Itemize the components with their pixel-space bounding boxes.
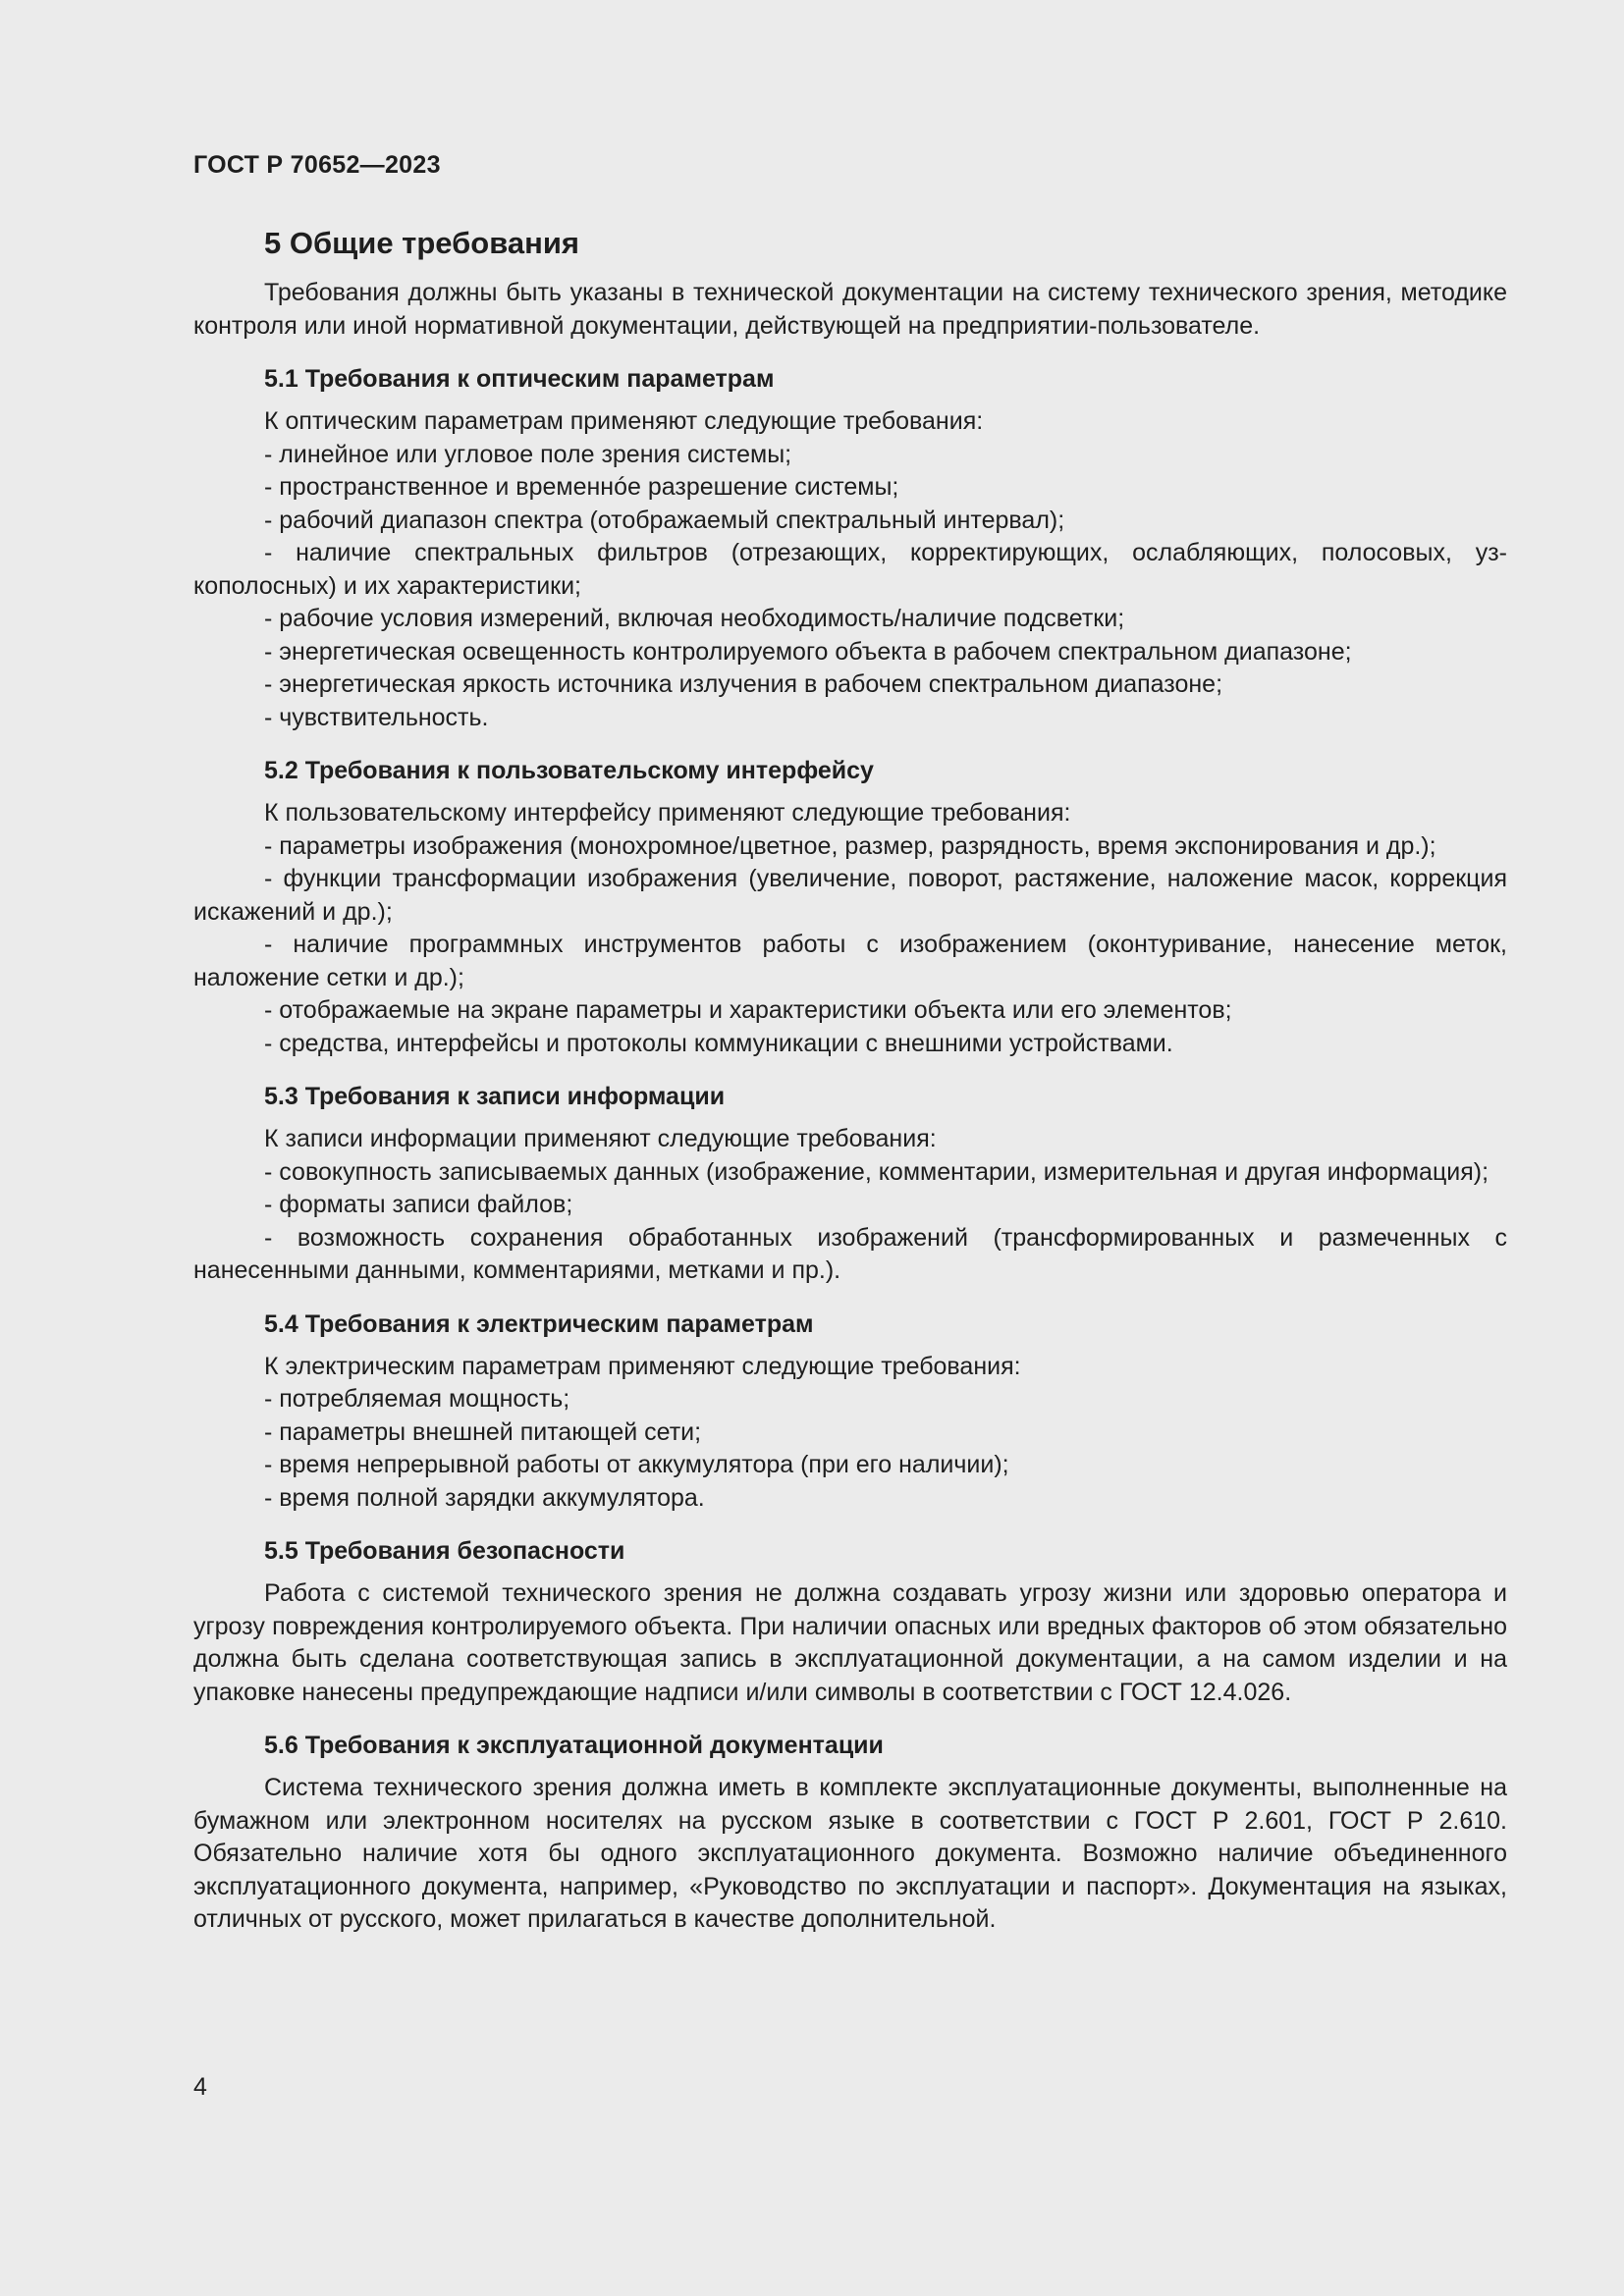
subsection-5-1-title: 5.1 Требования к оптическим параметрам: [264, 365, 775, 393]
list-line: - форматы записи файлов;: [264, 1191, 573, 1218]
list-line: - рабочий диапазон спектра (отображаемый спектральный интервал);: [264, 506, 1065, 534]
subsection-5-1-body: [193, 405, 1507, 734]
subsection-5-5-title: 5.5 Требования безопасности: [264, 1537, 625, 1565]
list-line: - потребляемая мощность;: [264, 1385, 570, 1413]
list-line: - энергетическая яркость источника излучения в рабочем спектральном диапазоне;: [264, 670, 1223, 698]
list-line: К пользовательскому интерфейсу применяют следующие требования:: [264, 799, 1071, 827]
paragraph: Система технического зрения должна иметь в комплекте эксплуатационные документы, выполненные на бумажном или электронном носителях на русском языке в соответствии с ГОСТ Р 2.601, ГОСТ Р 2.610. Обязательно наличие хотя бы одного эксплуатационного документа. Возможно наличие объединенного эксплуатационного документа, например, «Руководство по эксплуатации и паспорт». Документация на языках, отличных от русского, может прилагаться в качестве дополнительной.: [193, 1774, 1507, 1933]
list-line: - время непрерывной работы от аккумулятора (при его наличии);: [264, 1451, 1009, 1478]
list-line: - линейное или угловое поле зрения системы;: [264, 440, 792, 468]
list-line: К оптическим параметрам применяют следующие требования:: [264, 407, 984, 435]
list-line: - время полной зарядки аккумулятора.: [264, 1483, 705, 1512]
list-line: - рабочие условия измерений, включая необходимость/наличие подсветки;: [264, 605, 1125, 632]
list-line: - пространственное и временнóе разрешение системы;: [264, 473, 899, 501]
subsection-5-4-title: 5.4 Требования к электрическим параметрам: [264, 1309, 814, 1338]
subsection-5-3-body: [193, 1123, 1507, 1288]
list-line: - возможность сохранения обработанных изображений (трансформированных и размеченных с нанесенными данными, комментариями, метками и пр.).: [193, 1223, 1507, 1284]
list-line: - энергетическая освещенность контролируемого объекта в рабочем спектральном диапазоне;: [264, 637, 1352, 666]
list-line: - параметры изображения (монохромное/цветное, размер, разрядность, время экспонирования и др.);: [264, 831, 1436, 860]
list-line: - функции трансформации изображения (увеличение, поворот, растяжение, наложение масок, коррекция искажений и др.);: [193, 865, 1507, 926]
document-body: [193, 224, 1507, 1937]
subsection-5-5-body: [193, 1577, 1507, 1709]
subsection-5-2-body: [193, 797, 1507, 1060]
list-line: - совокупность записываемых данных (изображение, комментарии, измерительная и другая информация);: [264, 1157, 1489, 1186]
list-line: - параметры внешней питающей сети;: [264, 1417, 702, 1446]
subsection-5-2-title: 5.2 Требования к пользовательскому интерфейсу: [264, 757, 874, 784]
list-line: - наличие программных инструментов работы с изображением (оконтуривание, нанесение меток, наложение сетки и др.);: [193, 931, 1507, 991]
list-line: - чувствительность.: [264, 703, 489, 731]
subsection-5-6-title: 5.6 Требования к эксплуатационной документации: [264, 1732, 884, 1759]
list-line: - отображаемые на экране параметры и характеристики объекта или его элементов;: [264, 996, 1232, 1024]
document-code-header: ГОСТ Р 70652—2023: [193, 151, 441, 179]
list-line: К записи информации применяют следующие требования:: [264, 1125, 937, 1152]
subsection-5-4-body: [193, 1351, 1507, 1516]
section-title: 5 Общие требования: [264, 226, 579, 260]
paragraph: Работа с системой технического зрения не должна создавать угрозу жизни или здоровью оператора и угрозу повреждения контролируемого объекта. При наличии опасных или вредных факторов об этом обязательно должна быть сделана соответствующая запись в эксплуатационной документации, а на самом изделии и на упаковке нанесены предупреждающие надписи и/или символы в соответствии с ГОСТ 12.4.026.: [193, 1579, 1507, 1706]
page-number: 4: [193, 2073, 207, 2101]
list-line: К электрическим параметрам применяют следующие требования:: [264, 1352, 1021, 1380]
subsection-5-3-title: 5.3 Требования к записи информации: [264, 1083, 726, 1110]
section-intro: Требования должны быть указаны в технической документации на систему технического зрения, методике контроля или иной нормативной документации, действующей на предприятии-пользователе.: [193, 279, 1507, 340]
list-line: - наличие спектральных фильтров (отрезающих, корректирующих, ослабляющих, полосовых, узкополосных) и их характеристики;: [193, 539, 1507, 600]
list-line: - средства, интерфейсы и протоколы коммуникации с внешними устройствами.: [264, 1029, 1173, 1057]
subsection-5-6-body: [193, 1772, 1507, 1937]
